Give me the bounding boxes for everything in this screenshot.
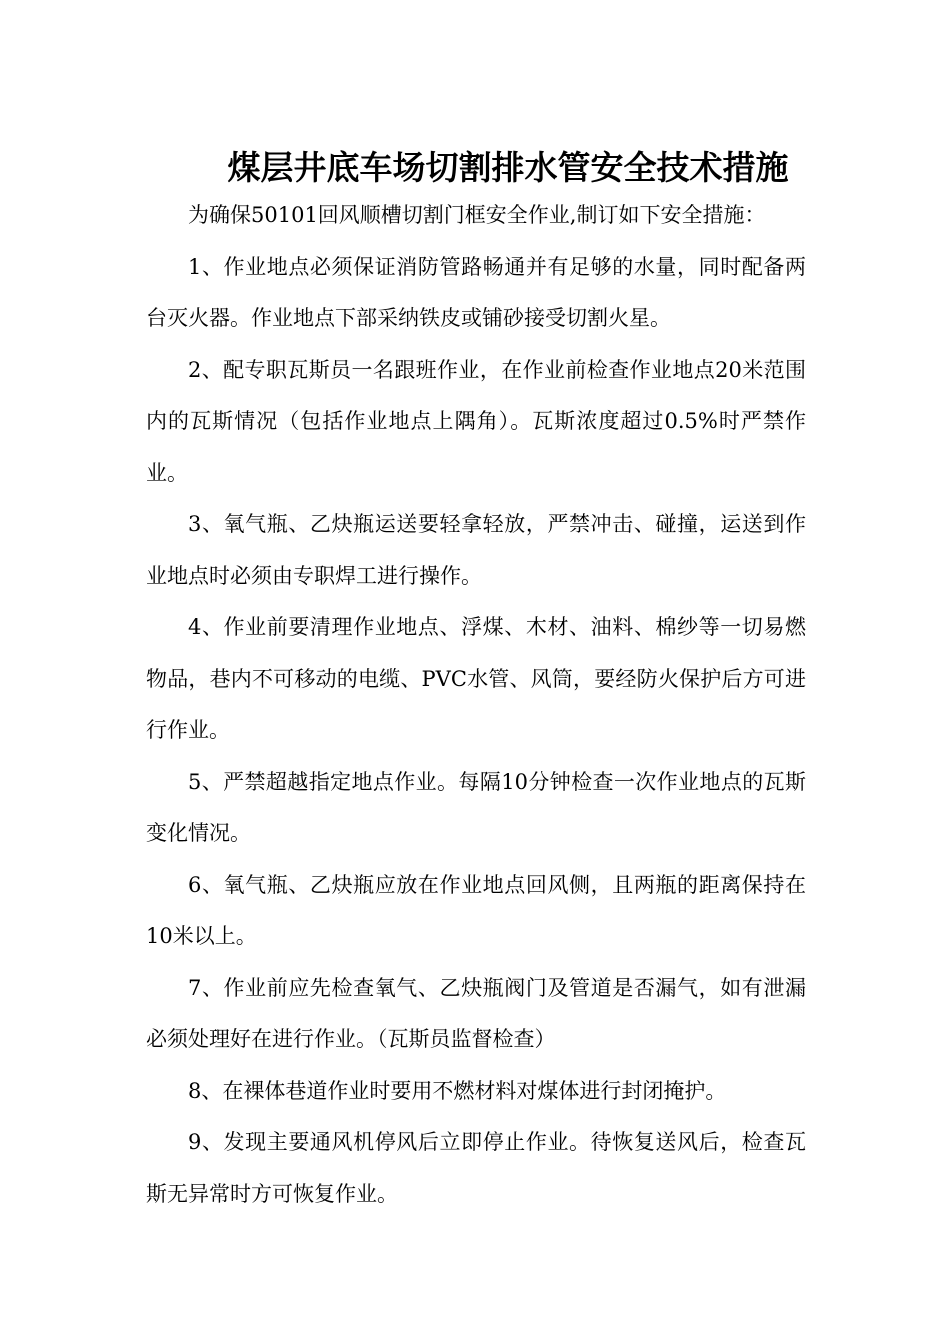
measure-paragraph-3: 3、氧气瓶、乙炔瓶运送要轻拿轻放，严禁冲击、碰撞，运送到作业地点时必须由专职焊工进行操作。: [146, 512, 806, 588]
measure-paragraph-5: 5、严禁超越指定地点作业。每隔10分钟检查一次作业地点的瓦斯变化情况。: [146, 769, 806, 845]
measure-paragraph-2: 2、配专职瓦斯员一名跟班作业，在作业前检查作业地点20米范围内的瓦斯情况（包括作业地点上隅角）。瓦斯浓度超过0.5%时严禁作业。: [146, 357, 806, 485]
document-body: [146, 190, 806, 1220]
measure-paragraph-7: 7、作业前应先检查氧气、乙炔瓶阀门及管道是否漏气，如有泄漏必须处理好在进行作业。（瓦斯员监督检查）: [146, 975, 806, 1051]
measure-paragraph-8: 8、在裸体巷道作业时要用不燃材料对煤体进行封闭掩护。: [188, 1078, 727, 1103]
measure-paragraph-1: 1、作业地点必须保证消防管路畅通并有足够的水量，同时配备两台灭火器。作业地点下部采纳铁皮或铺砂接受切割火星。: [146, 254, 806, 330]
intro-paragraph: 为确保50101回风顺槽切割门框安全作业,制订如下安全措施：: [188, 203, 766, 227]
document-title: 煤层井底车场切割排水管安全技术措施: [227, 148, 789, 188]
measure-paragraph-9: 9、发现主要通风机停风后立即停止作业。待恢复送风后，检查瓦斯无异常时方可恢复作业。: [146, 1130, 806, 1206]
measure-paragraph-4: 4、作业前要清理作业地点、浮煤、木材、油料、棉纱等一切易燃物品，巷内不可移动的电缆、PVC水管、风筒，要经防火保护后方可进行作业。: [146, 615, 806, 742]
measure-paragraph-6: 6、氧气瓶、乙炔瓶应放在作业地点回风侧，且两瓶的距离保持在10米以上。: [146, 872, 806, 948]
